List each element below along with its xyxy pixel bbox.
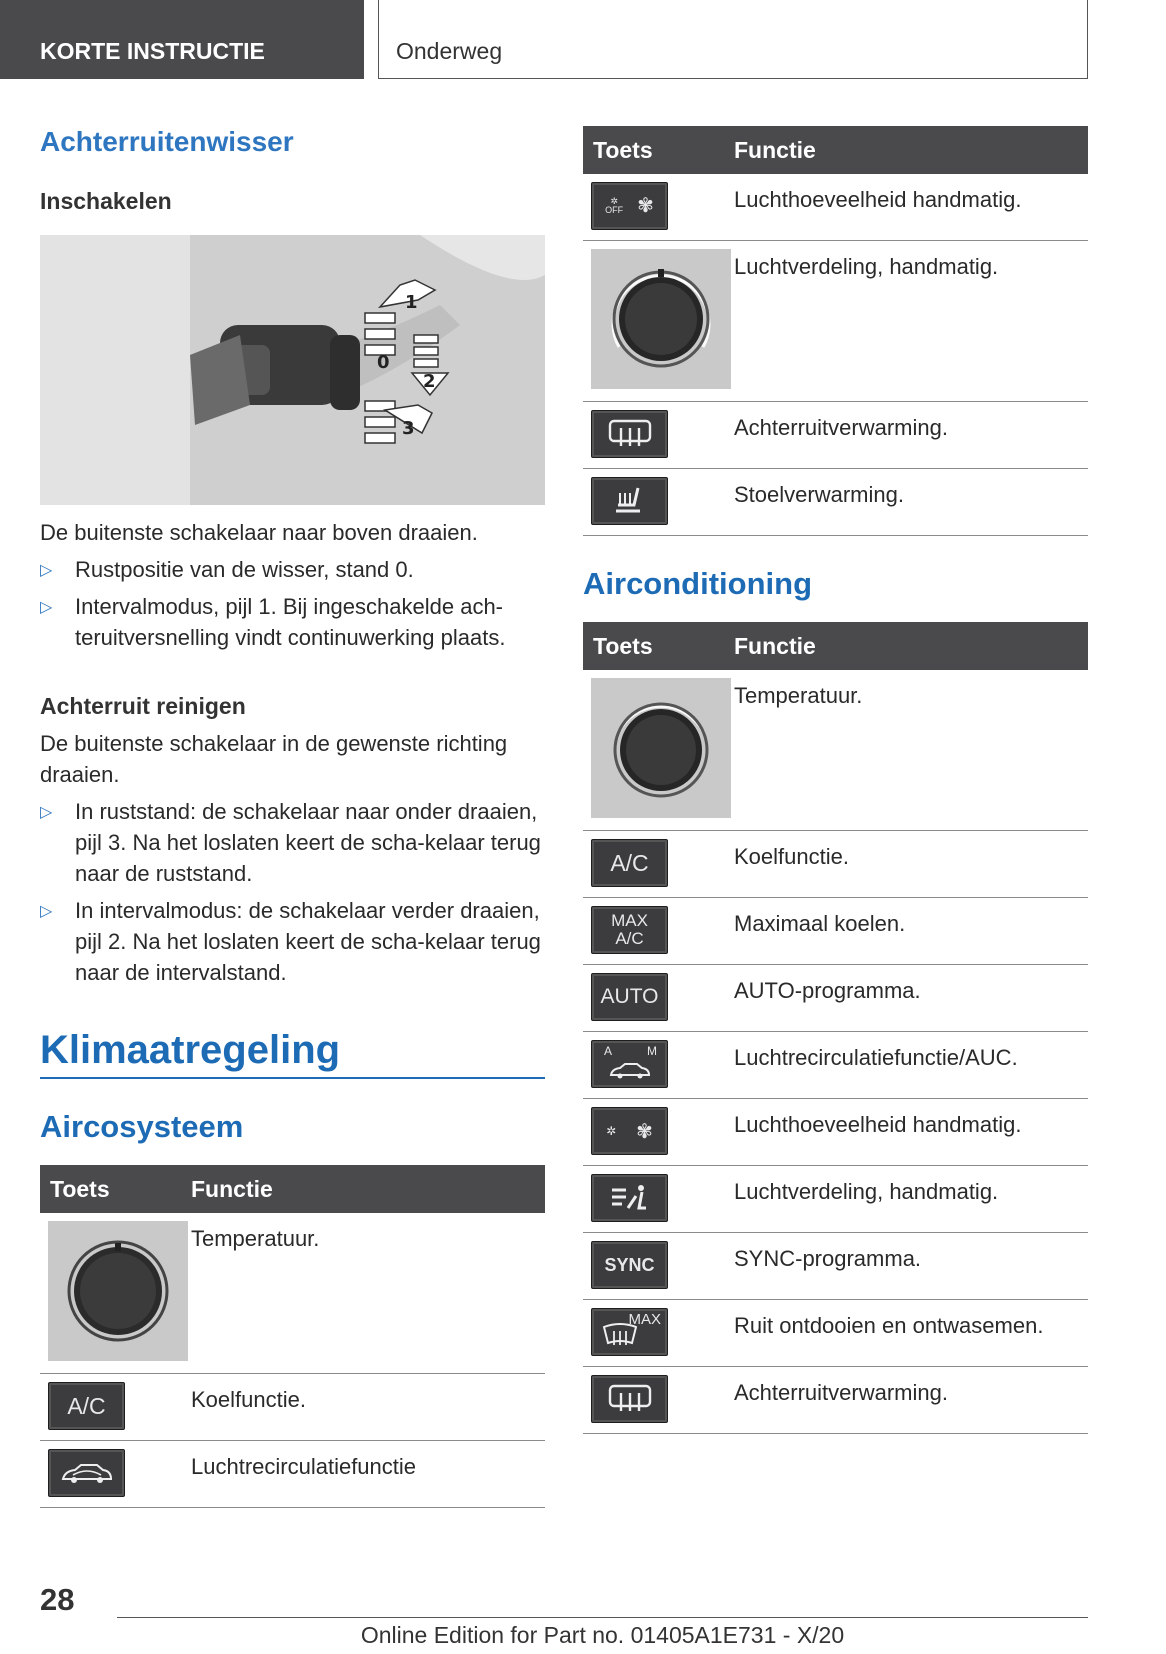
- airco-row-func: Maximaal koelen.: [734, 898, 1088, 965]
- sync-button: SYNC: [591, 1241, 668, 1289]
- table-row: [583, 402, 1088, 469]
- ac-button: A/C: [591, 839, 668, 887]
- aircosystem-col-func: Functie: [191, 1165, 545, 1213]
- max-ac-button: MAX A/C: [591, 906, 668, 954]
- airco-row-func: AUTO-programma.: [734, 965, 1088, 1032]
- seat-heating-icon: [591, 477, 668, 525]
- table-row: [583, 1032, 1088, 1099]
- right-column: [583, 120, 1088, 1434]
- aircosystem-table: [40, 1165, 545, 1508]
- left-column: [40, 120, 545, 1508]
- airco-col-key: Toets: [583, 622, 734, 670]
- wiper-stalk-figure: [40, 235, 545, 505]
- fan-off-button: ✲ OFF ✾: [591, 182, 668, 230]
- wiper-stalk-illustration: [40, 235, 545, 505]
- airco-row-func: Koelfunctie.: [734, 831, 1088, 898]
- header-section: KORTE INSTRUCTIE: [0, 0, 364, 79]
- table-row: [583, 469, 1088, 536]
- airco-row-func: SYNC-programma.: [734, 1233, 1088, 1300]
- airco-row-func: Ruit ontdooien en ontwasemen.: [734, 1300, 1088, 1367]
- airco-row-func: Temperatuur.: [734, 670, 1088, 831]
- wiper-intro: De buitenste schakelaar naar boven draaien.: [40, 520, 478, 545]
- footer-edition: Online Edition for Part no. 01405A1E731 - X/20: [360, 1622, 845, 1648]
- table-row: [583, 1300, 1088, 1367]
- table-row: [583, 174, 1088, 241]
- wiper-figure-label-0: 0: [377, 352, 390, 373]
- wiper-clean-heading: Achterruit reinigen: [40, 693, 246, 719]
- fan-speed-icon: ✲ ✾: [591, 1107, 668, 1155]
- airco-row-func: Luchtrecirculatiefunctie/AUC.: [734, 1032, 1088, 1099]
- table-row: [40, 1374, 545, 1441]
- wiper-enable-heading: Inschakelen: [40, 188, 172, 214]
- airco-table: [583, 622, 1088, 1434]
- ac-button: A/C: [48, 1382, 125, 1430]
- table-row: [583, 831, 1088, 898]
- wiper-clean-intro: De buitenste schakelaar in de gewenste richting draaien.: [40, 731, 508, 787]
- right-row-func: Achterruitverwarming.: [734, 402, 1088, 469]
- triangle-bullet-icon: ▷: [40, 562, 53, 579]
- air-distribution-icon: [591, 1174, 668, 1222]
- auto-button: AUTO: [591, 973, 668, 1021]
- wiper-bullets: [40, 554, 545, 653]
- rear-window-heating-icon: [591, 410, 668, 458]
- wiper-clean-bullet: ▷ In intervalmodus: de schakelaar verder draaien, pijl 2. Na het loslaten keert de scha-kelaar terug naar de intervalstand.: [40, 898, 541, 985]
- page-number: 28: [40, 1582, 75, 1617]
- wiper-figure-label-2: 2: [423, 371, 436, 392]
- right-row-func: Luchtverdeling, handmatig.: [734, 241, 1088, 402]
- wiper-figure-label-3: 3: [402, 418, 415, 439]
- climate-title: Klimaatregeling: [40, 1028, 545, 1079]
- table-row: [583, 670, 1088, 831]
- airco-col-func: Functie: [734, 622, 1088, 670]
- wiper-bullet: ▷ Intervalmodus, pijl 1. Bij ingeschakelde ach-teruitversnelling vindt continuwerking plaats.: [40, 594, 506, 650]
- footer-divider: [117, 1617, 1088, 1618]
- aircosystem-row-func: Temperatuur.: [191, 1213, 545, 1374]
- wiper-title: Achterruitenwisser: [40, 126, 294, 157]
- fan-icon: ✾: [637, 195, 654, 217]
- table-row: [583, 241, 1088, 402]
- table-row: [40, 1213, 545, 1374]
- wiper-clean-bullets: [40, 796, 545, 988]
- wiper-clean-bullet: ▷ In ruststand: de schakelaar naar onder draaien, pijl 3. Na het loslaten keert de scha-kelaar terug naar de ruststand.: [40, 799, 541, 886]
- table-row: [583, 898, 1088, 965]
- table-row: [583, 1233, 1088, 1300]
- airco-row-func: Luchtverdeling, handmatig.: [734, 1166, 1088, 1233]
- airco-title: Airconditioning: [583, 566, 813, 601]
- right-row-func: Luchthoeveelheid handmatig.: [734, 174, 1088, 241]
- air-distribution-knob-icon: [591, 249, 731, 389]
- aircosystem-row-func: Koelfunctie.: [191, 1374, 545, 1441]
- temperature-knob-icon: [591, 678, 731, 818]
- table-row: [583, 1099, 1088, 1166]
- auc-recirculation-icon: A M: [591, 1040, 668, 1088]
- rear-window-heating-icon: [591, 1375, 668, 1423]
- airco-row-func: Achterruitverwarming.: [734, 1367, 1088, 1434]
- wiper-bullet: ▷ Rustpositie van de wisser, stand 0.: [40, 554, 545, 585]
- table-row: [583, 965, 1088, 1032]
- aircosystem-title: Aircosysteem: [40, 1109, 244, 1144]
- right-col-func: Functie: [734, 126, 1088, 174]
- right-row-func: Stoelverwarming.: [734, 469, 1088, 536]
- max-defrost-icon: MAX: [591, 1308, 668, 1356]
- header-subsection: Onderweg: [378, 0, 1088, 79]
- aircosystem-col-key: Toets: [40, 1165, 191, 1213]
- triangle-bullet-icon: ▷: [40, 903, 53, 920]
- right-function-table: [583, 126, 1088, 536]
- temperature-knob-icon: [48, 1221, 188, 1361]
- airco-row-func: Luchthoeveelheid handmatig.: [734, 1099, 1088, 1166]
- right-col-key: Toets: [583, 126, 734, 174]
- recirculation-car-icon: [48, 1449, 125, 1497]
- triangle-bullet-icon: ▷: [40, 804, 53, 821]
- table-row: [583, 1367, 1088, 1434]
- wiper-figure-label-1: 1: [405, 292, 418, 313]
- table-row: [583, 1166, 1088, 1233]
- triangle-bullet-icon: ▷: [40, 599, 53, 616]
- aircosystem-row-func: Luchtrecirculatiefunctie: [191, 1441, 545, 1508]
- table-row: [40, 1441, 545, 1508]
